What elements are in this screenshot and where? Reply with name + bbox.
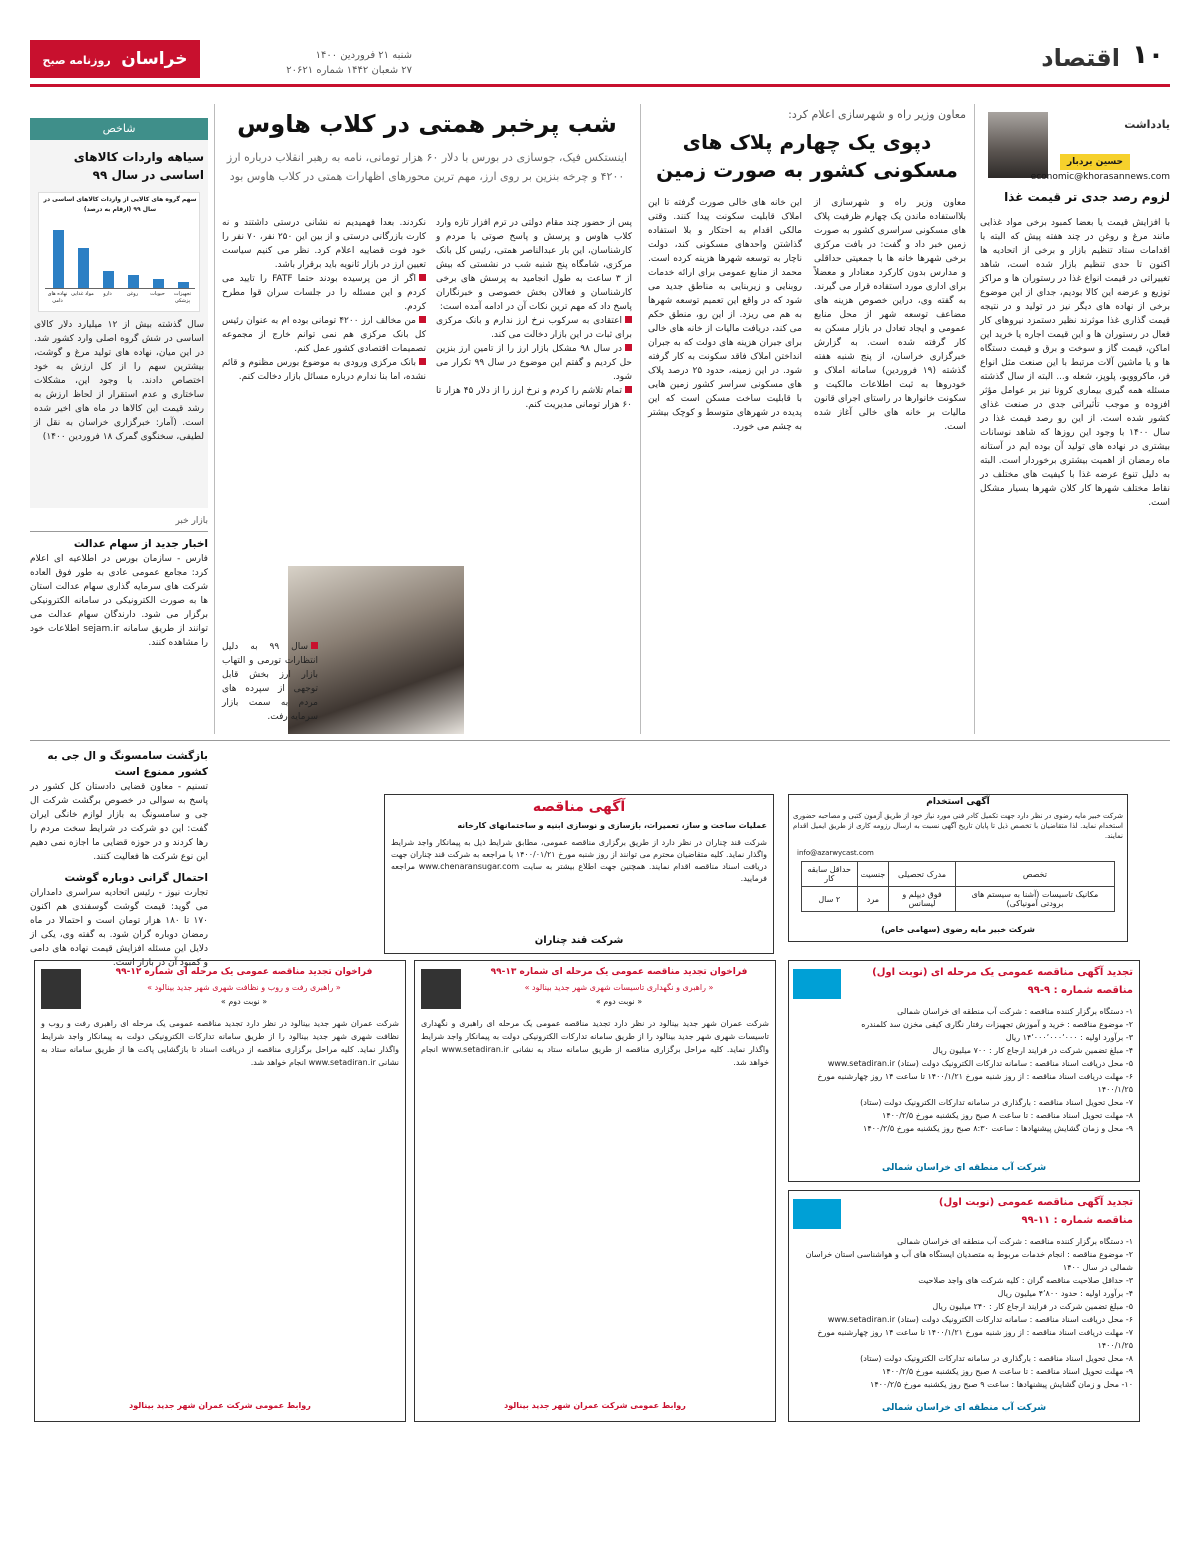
ad-item: ۲- موضوع مناقصه : انجام خدمات مربوط به متصدیان ایستگاه های آب و هواشناسی استان خراسان شمالی در سال ۱۴۰۰ bbox=[805, 1250, 1133, 1272]
ad-number: مناقصه شماره : ۹-۹۹ bbox=[1027, 985, 1133, 996]
chart-category-label: نهاده های دامی bbox=[47, 291, 68, 304]
ad-item: ۳- حداقل صلاحیت مناقصه گران : کلیه شرکت های واجد صلاحیت bbox=[918, 1276, 1133, 1285]
ad-title: تجدید آگهی مناقصه عمومی یک مرحله ای (نوبت اول) bbox=[872, 967, 1133, 978]
feature-bullet: تمام تلاشم را کردم و نرخ ارز را از دلار ۴۵ هزار تا ۶۰ هزار تومانی مدیریت کنم. bbox=[436, 386, 632, 410]
news-box bbox=[30, 516, 208, 738]
table-header: تخصص bbox=[955, 862, 1114, 887]
chart-bar bbox=[178, 282, 189, 288]
chart-category-label: مواد غذایی bbox=[71, 291, 94, 297]
ad-item: ۱۰- محل و زمان گشایش پیشنهادها : ساعت ۹ صبح روز یکشنبه مورخ ۱۴۰۰/۲/۵ bbox=[870, 1380, 1133, 1389]
news-tag: بازار خبر bbox=[30, 516, 208, 532]
chart-category-label: دارو bbox=[103, 291, 112, 297]
brand-logo-text: خراسان bbox=[121, 49, 188, 69]
chart-bar bbox=[153, 279, 164, 288]
photo-caption-bullet: سال ۹۹ به دلیل انتظارات تورمی و التهاب بازار ارز بخش قابل توجهی از سپرده های مردم به سمت بازار سرمایه رفت. bbox=[222, 642, 318, 722]
feature-bullet: اعتقادی به سرکوب نرخ ارز ندارم و بانک مرکزی برای ثبات در این بازار دخالت می کند. bbox=[436, 316, 632, 340]
table-cell: مرد bbox=[857, 887, 889, 912]
ad-item: ۴- مبلغ تضمین شرکت در فرایند ارجاع کار : ۷۰۰ میلیون ریال bbox=[932, 1046, 1133, 1055]
import-chart bbox=[38, 192, 200, 312]
chart-plot bbox=[45, 219, 195, 289]
page-header bbox=[0, 0, 1200, 105]
ad-number: مناقصه شماره : ۱۱-۹۹ bbox=[1021, 1215, 1133, 1226]
ad-item: ۵- محل دریافت اسناد مناقصه : سامانه تدارکات الکترونیک دولت (ستاد) www.setadiran.ir bbox=[827, 1059, 1133, 1068]
divider bbox=[214, 104, 215, 734]
chart-title: سهم گروه های کالایی از واردات کالاهای اساسی در سال ۹۹ (ارقام به درصد) bbox=[43, 196, 197, 213]
date-line-2: ۲۷ شعبان ۱۴۴۲ شماره ۲۰۶۲۱ bbox=[286, 65, 412, 76]
feature-col2 bbox=[222, 216, 426, 536]
ad-tender-water-2 bbox=[788, 1190, 1140, 1422]
news-title: احتمال گرانی دوباره گوشت bbox=[64, 872, 208, 884]
table-header: مدرک تحصیلی bbox=[889, 862, 956, 887]
lead-title: دپوی یک چهارم پلاک های مسکونی کشور به صورت زمین bbox=[656, 130, 958, 182]
chart-bar bbox=[128, 275, 139, 288]
table-cell: مکانیک تاسیسات (آشنا به سیستم های برودتی آمونیاکی) bbox=[955, 887, 1114, 912]
table-cell: ۲ سال bbox=[802, 887, 858, 912]
brand-tagline: روزنامه صبح ایران bbox=[42, 54, 129, 105]
index-title: سیاهه واردات کالاهای اساسی در سال ۹۹ bbox=[73, 150, 204, 182]
ad-items bbox=[793, 1235, 1133, 1401]
chart-category-label: حبوبات bbox=[150, 291, 165, 297]
lead-kicker: معاون وزیر راه و شهرسازی اعلام کرد: bbox=[788, 108, 966, 121]
ad-item: ۷- مهلت دریافت اسناد مناقصه : از روز شنبه مورخ ۱۴۰۰/۱/۲۱ تا ساعت ۱۴ روز چهارشنبه مورخ ۱۴۰۰/۱/۲۵ bbox=[817, 1328, 1133, 1350]
ad-footer: شرکت قند چناران bbox=[534, 935, 624, 946]
ad-item: ۹- محل و زمان گشایش پیشنهادها : ساعت ۸:۳۰ صبح روز یکشنبه مورخ ۱۴۰۰/۲/۵ bbox=[863, 1124, 1133, 1133]
ad-title: آگهی مناقصه bbox=[532, 799, 626, 815]
ad-item: ۱- دستگاه برگزار کننده مناقصه : شرکت آب منطقه ای خراسان شمالی bbox=[897, 1007, 1133, 1016]
feature-bullet: من مخالف ارز ۴۲۰۰ تومانی بوده ام به عنوان رئیس کل بانک مرکزی هم نمی توانم خارج از مجموعه تصمیمات اقتصادی کشور عمل کنم. bbox=[222, 316, 426, 354]
table-cell: فوق دیپلم و لیسانس bbox=[889, 887, 956, 912]
ad-tender-sugar bbox=[384, 794, 774, 954]
index-box bbox=[30, 118, 208, 508]
news-list-cont bbox=[30, 748, 208, 968]
ad-item: ۳- برآورد اولیه : ۱۴٬۰۰۰٬۰۰۰٬۰۰۰ ریال bbox=[1005, 1033, 1133, 1042]
ad-footer: روابط عمومی شرکت عمران شهر جدید بینالود bbox=[504, 1401, 686, 1410]
bullet-icon bbox=[419, 316, 426, 323]
chart-bar bbox=[103, 271, 114, 288]
chart-bar bbox=[53, 230, 64, 288]
hiring-table bbox=[801, 861, 1115, 921]
table-header: جنسیت bbox=[857, 862, 889, 887]
bullet-icon bbox=[419, 274, 426, 281]
section-title: اقتصاد bbox=[1041, 44, 1120, 72]
issue-date bbox=[212, 48, 412, 78]
ad-item: ۸- مهلت تحویل اسناد مناقصه : تا ساعت ۸ صبح روز یکشنبه مورخ ۱۴۰۰/۲/۵ bbox=[882, 1111, 1133, 1120]
ad-subtitle: عملیات ساخت و ساز، تعمیرات، بازسازی و نوسازی ابنیه و ساختمانهای کارخانه bbox=[457, 821, 767, 830]
ad-item: ۱- دستگاه برگزار کننده مناقصه : شرکت آب منطقه ای خراسان شمالی bbox=[897, 1237, 1133, 1246]
ad-body: شرکت خبیر مایه رضوی در نظر دارد جهت تکمیل کادر فنی مورد نیاز خود از طریق آزمون کتبی و مصاحبه حضوری استخدام نماید. لذا متقاضیان با تخصص ذیل تا پایان تاریخ آگهی نسبت به ارسال رزومه کاری از طریق ایمیل اقدام نمایند. bbox=[793, 812, 1123, 840]
chart-categories bbox=[45, 291, 195, 311]
ad-round: « نوبت دوم » bbox=[220, 997, 268, 1006]
ad-item: ۶- محل دریافت اسناد مناقصه : سامانه تدارکات الکترونیک دولت (ستاد) www.setadiran.ir bbox=[827, 1315, 1133, 1324]
divider bbox=[640, 104, 641, 734]
ad-footer: شرکت آب منطقه ای خراسان شمالی bbox=[881, 1403, 1047, 1413]
ad-subtitle: « راهبری رفت و روب و نظافت شهری شهر جدید بینالود » bbox=[147, 983, 341, 992]
feature-subtitle: اینستکس فیک، جوسازی در بورس با دلار ۶۰ هزار تومانی، نامه به رهبر انقلاب درباره ارز ۴۲۰۰ و چرخه بنزین بر روی ارز، مهم ترین محورهای اظهارات همتی در کلاب هاوس بود bbox=[226, 151, 628, 183]
ad-item: ۹- مهلت تحویل اسناد مناقصه : تا ساعت ۸ صبح روز یکشنبه مورخ ۱۴۰۰/۲/۵ bbox=[882, 1367, 1133, 1376]
water-logo bbox=[793, 1199, 841, 1229]
ad-hiring bbox=[788, 794, 1128, 942]
bullet-icon bbox=[625, 386, 632, 393]
ad-item: ۶- مهلت دریافت اسناد مناقصه : از روز شنبه مورخ ۱۴۰۰/۱/۲۱ تا ساعت ۱۴ روز چهارشنبه مورخ ۱۴۰۰/۱/۲۵ bbox=[817, 1072, 1133, 1094]
divider bbox=[974, 104, 975, 734]
ad-item: ۴- برآورد اولیه : حدود ۴٬۸۰۰ میلیون ریال bbox=[997, 1289, 1133, 1298]
ad-tender-city-1 bbox=[34, 960, 406, 1422]
ad-footer: شرکت خبیر مایه رضوی (سهامی خاص) bbox=[881, 925, 1035, 934]
ad-title: فراخوان تجدید مناقصه عمومی یک مرحله ای شماره ۱۳-۹۹ bbox=[490, 967, 748, 977]
page-number: ۱۰ bbox=[1132, 40, 1164, 70]
bullet-icon bbox=[419, 358, 426, 365]
column-label: یادداشت bbox=[1124, 118, 1170, 131]
author-email[interactable]: economic@khorasannews.com bbox=[1030, 172, 1170, 182]
ad-item: ۷- محل تحویل اسناد مناقصه : بارگذاری در سامانه تدارکات الکترونیک دولت (ستاد) bbox=[860, 1098, 1133, 1107]
feature-bullet: در سال ۹۸ مشکل بازار ارز را از تامین ارز بنزین حل کردیم و گفتم این موضوع در سال ۹۹ تکرار می شود. bbox=[436, 344, 632, 382]
ad-body: شرکت قند چناران در نظر دارد از طریق برگزاری مناقصه عمومی، مطابق شرایط ذیل به پیمانکار واجد شرایط واگذار نماید. کلیه متقاضیان محترم می توانند از روز شنبه مورخ ۱۴۰۰/۰۱/۲۱ با مراجعه به شرکت قند چناران جهت دریافت اسناد مناقصه اقدام نمایند. همچنین جهت اطلاع بیشتر به سایت www.chenaransugar.com مراجعه فرمایید. bbox=[391, 838, 767, 883]
ad-title: فراخوان تجدید مناقصه عمومی یک مرحله ای شماره ۱۲-۹۹ bbox=[115, 967, 373, 977]
news-body: تجارت نیوز - رئیس اتحادیه سراسری دامداران می گوید: قیمت گوشت گوسفندی هم اکنون ۱۷۰ تا ۱۸۰ هزار تومان است و احتمالا در ماه رمضان دوباره گران شود. به گفته وی، یکی از دلایل این مسئله افزایش قیمت نهاده های دامی و کمبود آن در بازار است. bbox=[30, 888, 208, 968]
feature-title: شب پرخبر همتی در کلاب هاوس bbox=[237, 110, 617, 138]
index-tag: شاخص bbox=[30, 118, 208, 140]
city-logo bbox=[41, 969, 81, 1009]
city-logo bbox=[421, 969, 461, 1009]
ad-tender-water-1 bbox=[788, 960, 1140, 1182]
news-list bbox=[30, 536, 208, 738]
ad-footer: روابط عمومی شرکت عمران شهر جدید بینالود bbox=[129, 1401, 311, 1410]
bullet-icon bbox=[625, 316, 632, 323]
ad-subtitle: « راهبری و نگهداری تاسیسات شهری شهر جدید بینالود » bbox=[524, 983, 714, 992]
news-title: اخبار جدید از سهام عدالت bbox=[73, 538, 208, 550]
ad-body: شرکت عمران شهر جدید بینالود در نظر دارد تجدید مناقصه عمومی یک مرحله ای راهبری رفت و روب و نظافت شهری شهر جدید بینالود را از طریق سامانه تدارکات الکترونیکی دولت به پیمانکار واجد شرایط واگذار نماید. کلیه مراحل برگزاری مناقصه از دریافت اسناد تا بازگشایی پاکت ها از طریق سامانه ستاد به نشانی www.setadiran.ir انجام خواهد شد. bbox=[41, 1019, 399, 1067]
lead-article bbox=[648, 104, 966, 734]
table-header: حداقل سابقه کار bbox=[802, 862, 858, 887]
ad-email[interactable]: info@azarwycast.com bbox=[797, 849, 874, 857]
ad-body: شرکت عمران شهر جدید بینالود در نظر دارد تجدید مناقصه عمومی یک مرحله ای راهبری و نگهداری تاسیسات شهری شهر جدید بینالود را از طریق سامانه تدارکات الکترونیکی دولت به پیمانکار واجد شرایط واگذار نماید. کلیه مراحل برگزاری مناقصه از طریق سامانه ستاد به نشانی www.setadiran.ir انجام خواهد شد. bbox=[421, 1019, 769, 1067]
ad-title: آگهی استخدام bbox=[926, 797, 990, 807]
ad-item: ۸- محل تحویل اسناد مناقصه : بارگذاری در سامانه تدارکات الکترونیک دولت (ستاد) bbox=[860, 1354, 1133, 1363]
ad-title: تجدید آگهی مناقصه عمومی (نوبت اول) bbox=[938, 1197, 1133, 1208]
index-body: سال گذشته بیش از ۱۲ میلیارد دلار کالای اساسی در شش گروه اصلی وارد کشور شد. در این میان، نهاده های تولید مرغ و گوشت، بیشترین سهم را از کل ارزش به خود اختصاص دادند. با وجود این، مشکلات ساختاری و عدم استقرار از لحاظ ارزش به رشد قیمت این کالاها در ماه های اخیر شده است. (آمار: خبرگزاری خراسان به نقل از لطیفی، سخنگوی گمرک ۱۸ فروردین ۱۴۰۰) bbox=[34, 320, 204, 442]
water-logo bbox=[793, 969, 841, 999]
header-rule bbox=[30, 84, 1170, 87]
author-name: حسین بردبار bbox=[1060, 154, 1130, 170]
brand-logo[interactable] bbox=[30, 40, 200, 105]
bullet-icon bbox=[311, 642, 318, 649]
news-title: بازگشت سامسونگ و ال جی به کشور ممنوع است bbox=[47, 750, 208, 778]
ad-item: ۲- موضوع مناقصه : خرید و آموزش تجهیزات رفتار نگاری کیفی مخزن سد کلمندره bbox=[861, 1020, 1133, 1029]
chart-bar bbox=[78, 248, 89, 288]
date-line-1: شنبه ۲۱ فروردین ۱۴۰۰ bbox=[315, 50, 412, 61]
feature-article bbox=[222, 104, 632, 734]
ad-footer: شرکت آب منطقه ای خراسان شمالی bbox=[881, 1163, 1047, 1173]
bullet-icon bbox=[625, 344, 632, 351]
ad-items bbox=[793, 1005, 1133, 1161]
ad-item: ۵- مبلغ تضمین شرکت در فرایند ارجاع کار : ۲۴۰ میلیون ریال bbox=[932, 1302, 1133, 1311]
author-photo bbox=[988, 112, 1048, 178]
feature-col2-text: نکردند. بعدا فهمیدیم نه نشانی درستی داشتند و نه کارت بازرگانی درستی و از بین این ۲۵۰ نفر، ۷۰ نفر را خود فوت قضاییه اعلام کرد. نظر می کنیم سیاست تعیین ارز در بازار ثانویه باید برقرار باشد. bbox=[222, 218, 427, 270]
feature-intro: پس از حضور چند مقام دولتی در ترم افزار تازه وارد کلاب هاوس و پرسش و پاسخ صوتی با مردم و کارشناسان، این بار عبدالناصر همتی، رئیس کل بانک مرکزی، شامگاه پنج شنبه شب در نشستی که بیش از ۳ ساعت به طول انجامید به پرسش های برخی کارشناسان و فعالان بخش خصوصی و خبرنگاران پاسخ داد که مهم ترین نکات آن در ادامه آمده است: bbox=[436, 218, 632, 312]
column-title: لزوم رصد جدی تر قیمت غذا bbox=[1004, 190, 1170, 204]
column-body: با افزایش قیمت یا بعضا کمبود برخی مواد غذایی مانند مرغ و روغن در چند هفته پیش که البته با اقدامات ستاد تنظیم بازار و برخی از اتحادیه ها اکنون تا حدی تنظیم بازار شده است، شاهد تغییراتی در قیمت انواع غذا در رستوران ها و مراکز توزیع و عرضه این کالا بودیم، جدای از این موضوع برخی از نهاده های دیگر نیز در تولید و در نتیجه قیمت گذاری غذا موثرند نظیر دستمزد نیروهای کار فعال در رستوران ها و این قیمت اجاره یا خرید این اماکن، قیمت گاز و سوخت و برق و قیمت دستگاه ها و یا ماشین آلات مرتبط با این صنعت مثل انواع فر، ماکروویو، پلوپز، شعله و... البته از سال گذشته مسئله همه گیری بیماری کرونا نیز بر عوامل مؤثر افزوده و موجب تأثیراتی جدی در صنعت غذای کشور شده است. از این رو رصد قیمت غذا در سال ۱۴۰۰ با وجود این روزها که شاهد نوسانات بیشتری در نهاده های تولید آن بوده ایم در آستانه ماه رمضان از اهمیت بیشتری برخوردار است. البته به دلیل تنوع عرضه غذا با کیفیت های مختلف در نقاط مختلف شهرها کار کلان شهرها بسیار مشکل است. bbox=[980, 218, 1170, 508]
chart-category-label: روغن bbox=[126, 291, 139, 297]
news-body: فارس - سازمان بورس در اطلاعیه ای اعلام کرد: مجامع عمومی عادی به طور فوق العاده شرکت های سرمایه گذاری سهام عدالت استان ها به صورت الکترونیکی در سامانه الکترونیکی برگزار می شود. دارندگان سهام عدالت می توانند از طریق سامانه sejam.ir اطلاعات خود را مشاهده کنند. bbox=[30, 554, 208, 648]
lead-body-col1: معاون وزیر راه و شهرسازی از بلااستفاده ماندن یک چهارم ظرفیت پلاک های مسکونی سراسری کشور به صورت زمین خبر داد و گفت: در بافت مرکزی برخی شهرها خانه ها با جمعیتی حداقلی و مدارس بدون کارکرد معنادار و معضلاً برای اداری مورد استفاده قرار می گیرند. به گفته وی، دراین خصوص هزینه های مضاعف توسعه شهر از محل منابع عمومی و ایجاد تعادل در بازار مسکن به کار گرفته شده است. به گزارش خبرگزاری خراسان، از پنج شنبه هفته گذشته (۱۹ فروردین) سامانه املاک و خودروها به ثبت اطلاعات مالکیت و سکونت خانوارها در راستای اجرای قانون مالیات بر خانه های خالی آغاز شده است. bbox=[814, 198, 966, 432]
feature-bullet: اگر از من پرسیده بودند حتما FATF را تایید می کردم و این مسئله را در جلسات سران قوا مطرح کردم. bbox=[222, 274, 426, 312]
row-divider bbox=[30, 740, 1170, 741]
feature-col1 bbox=[436, 216, 632, 734]
ad-tender-city-2 bbox=[414, 960, 776, 1422]
chart-category-label: تجهیزات پزشکی bbox=[173, 291, 192, 304]
feature-bullet: بانک مرکزی ورودی به موضوع بورس مظنوم و قائم نشده، اما بنا ندارم درباره مسائل بازار دخالت کنم. bbox=[222, 358, 426, 382]
ad-round: « نوبت دوم » bbox=[595, 997, 643, 1006]
lead-body-col2: این خانه های خالی صورت گرفته تا این املاک قابلیت سکونت پیدا کنند. وقتی مالکی اقدام به احتکار و بلا استفاده گذاشتن واحدهای مسکونی کند، دولت ناچار به توسعه شهرها هزینه کرده است. محمد از منابع عمومی برای ارائه خدمات روبنایی و زیربنایی به مناطق جدید می شود که در واقع این تعمیم توسعه شهرها به هم می ریزد. از این رو، منطق حکم می کند، دریافت مالیات از خانه های خالی برای جبران هزینه های دولت که به جبران انداختن املاک فاقد سکونت به کار گرفته شود. در این زمینه، حدود ۲۵ درصد پلاک های مسکونی سراسر کشور زمین هایی با قابلیت ساخت مسکن است که این پدیده در شهرهای متوسط و کوچک بیشتر به چشم می خورد. bbox=[648, 198, 803, 432]
opinion-column bbox=[980, 104, 1170, 744]
news-body: تسنیم - معاون قضایی دادستان کل کشور در پاسخ به سوالی در خصوص برگشت شرکت ال جی و سامسونگ به بازار لوازم خانگی ایران گفت: این دو شرکت در شرایط سخت مردم را رها کردند و در حوزه قضایی ما اجازه نمی دهیم این نوع شرکت ها فعالیت کنند. bbox=[30, 782, 208, 862]
